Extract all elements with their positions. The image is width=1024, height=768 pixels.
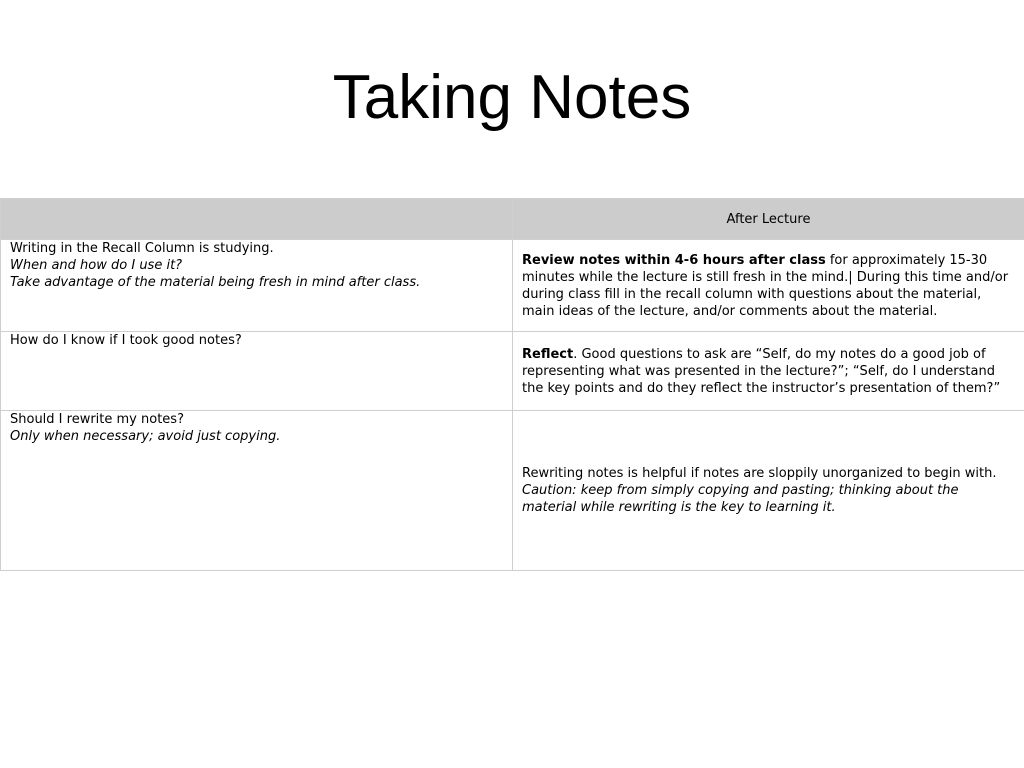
table-row <box>1 332 1024 411</box>
table-row <box>1 411 1024 571</box>
cell-answer: Only when necessary; avoid just copying. <box>10 429 281 444</box>
table-row <box>1 240 1024 332</box>
cell-text: for approximately 15-30 minutes while the lecture is still fresh in the mind.| During this time and/or during class fill in the recall column with questions about the material, main ideas of the lecture, and/or comments about the material. <box>522 252 1009 319</box>
lecture-cell <box>513 411 1024 571</box>
header-cell-after-lecture: After Lecture <box>513 199 1024 240</box>
lecture-cell <box>513 240 1024 332</box>
table-header-row <box>1 199 1024 240</box>
cell-text: Writing in the Recall Column is studying. <box>10 241 274 256</box>
page-title: Taking Notes <box>332 63 692 132</box>
lecture-cell <box>513 332 1024 411</box>
cell-text: . Good questions to ask are “Self, do my notes do a good job of representing what was presented in the lecture?”; “Self, do I understand the key points and do they reflect the instructor’s presentation of them?” <box>522 346 1001 396</box>
cell-answer: Take advantage of the material being fresh in mind after class. <box>10 275 421 290</box>
cell-text: Should I rewrite my notes? <box>10 412 184 427</box>
cell-question: When and how do I use it? <box>10 258 183 273</box>
recall-cell <box>1 240 513 332</box>
recall-cell <box>1 332 513 411</box>
header-cell-left <box>1 199 513 240</box>
cell-bold-lead: Review notes within 4-6 hours after class <box>522 252 826 268</box>
recall-cell <box>1 411 513 571</box>
cell-caution: Caution: keep from simply copying and pasting; thinking about the material while rewriting is the key to learning it. <box>522 483 959 515</box>
notes-table <box>0 198 1024 571</box>
cell-bold-lead: Reflect <box>522 346 574 362</box>
cell-text: Rewriting notes is helpful if notes are sloppily unorganized to begin with. <box>522 466 997 481</box>
cell-text: How do I know if I took good notes? <box>10 333 242 348</box>
